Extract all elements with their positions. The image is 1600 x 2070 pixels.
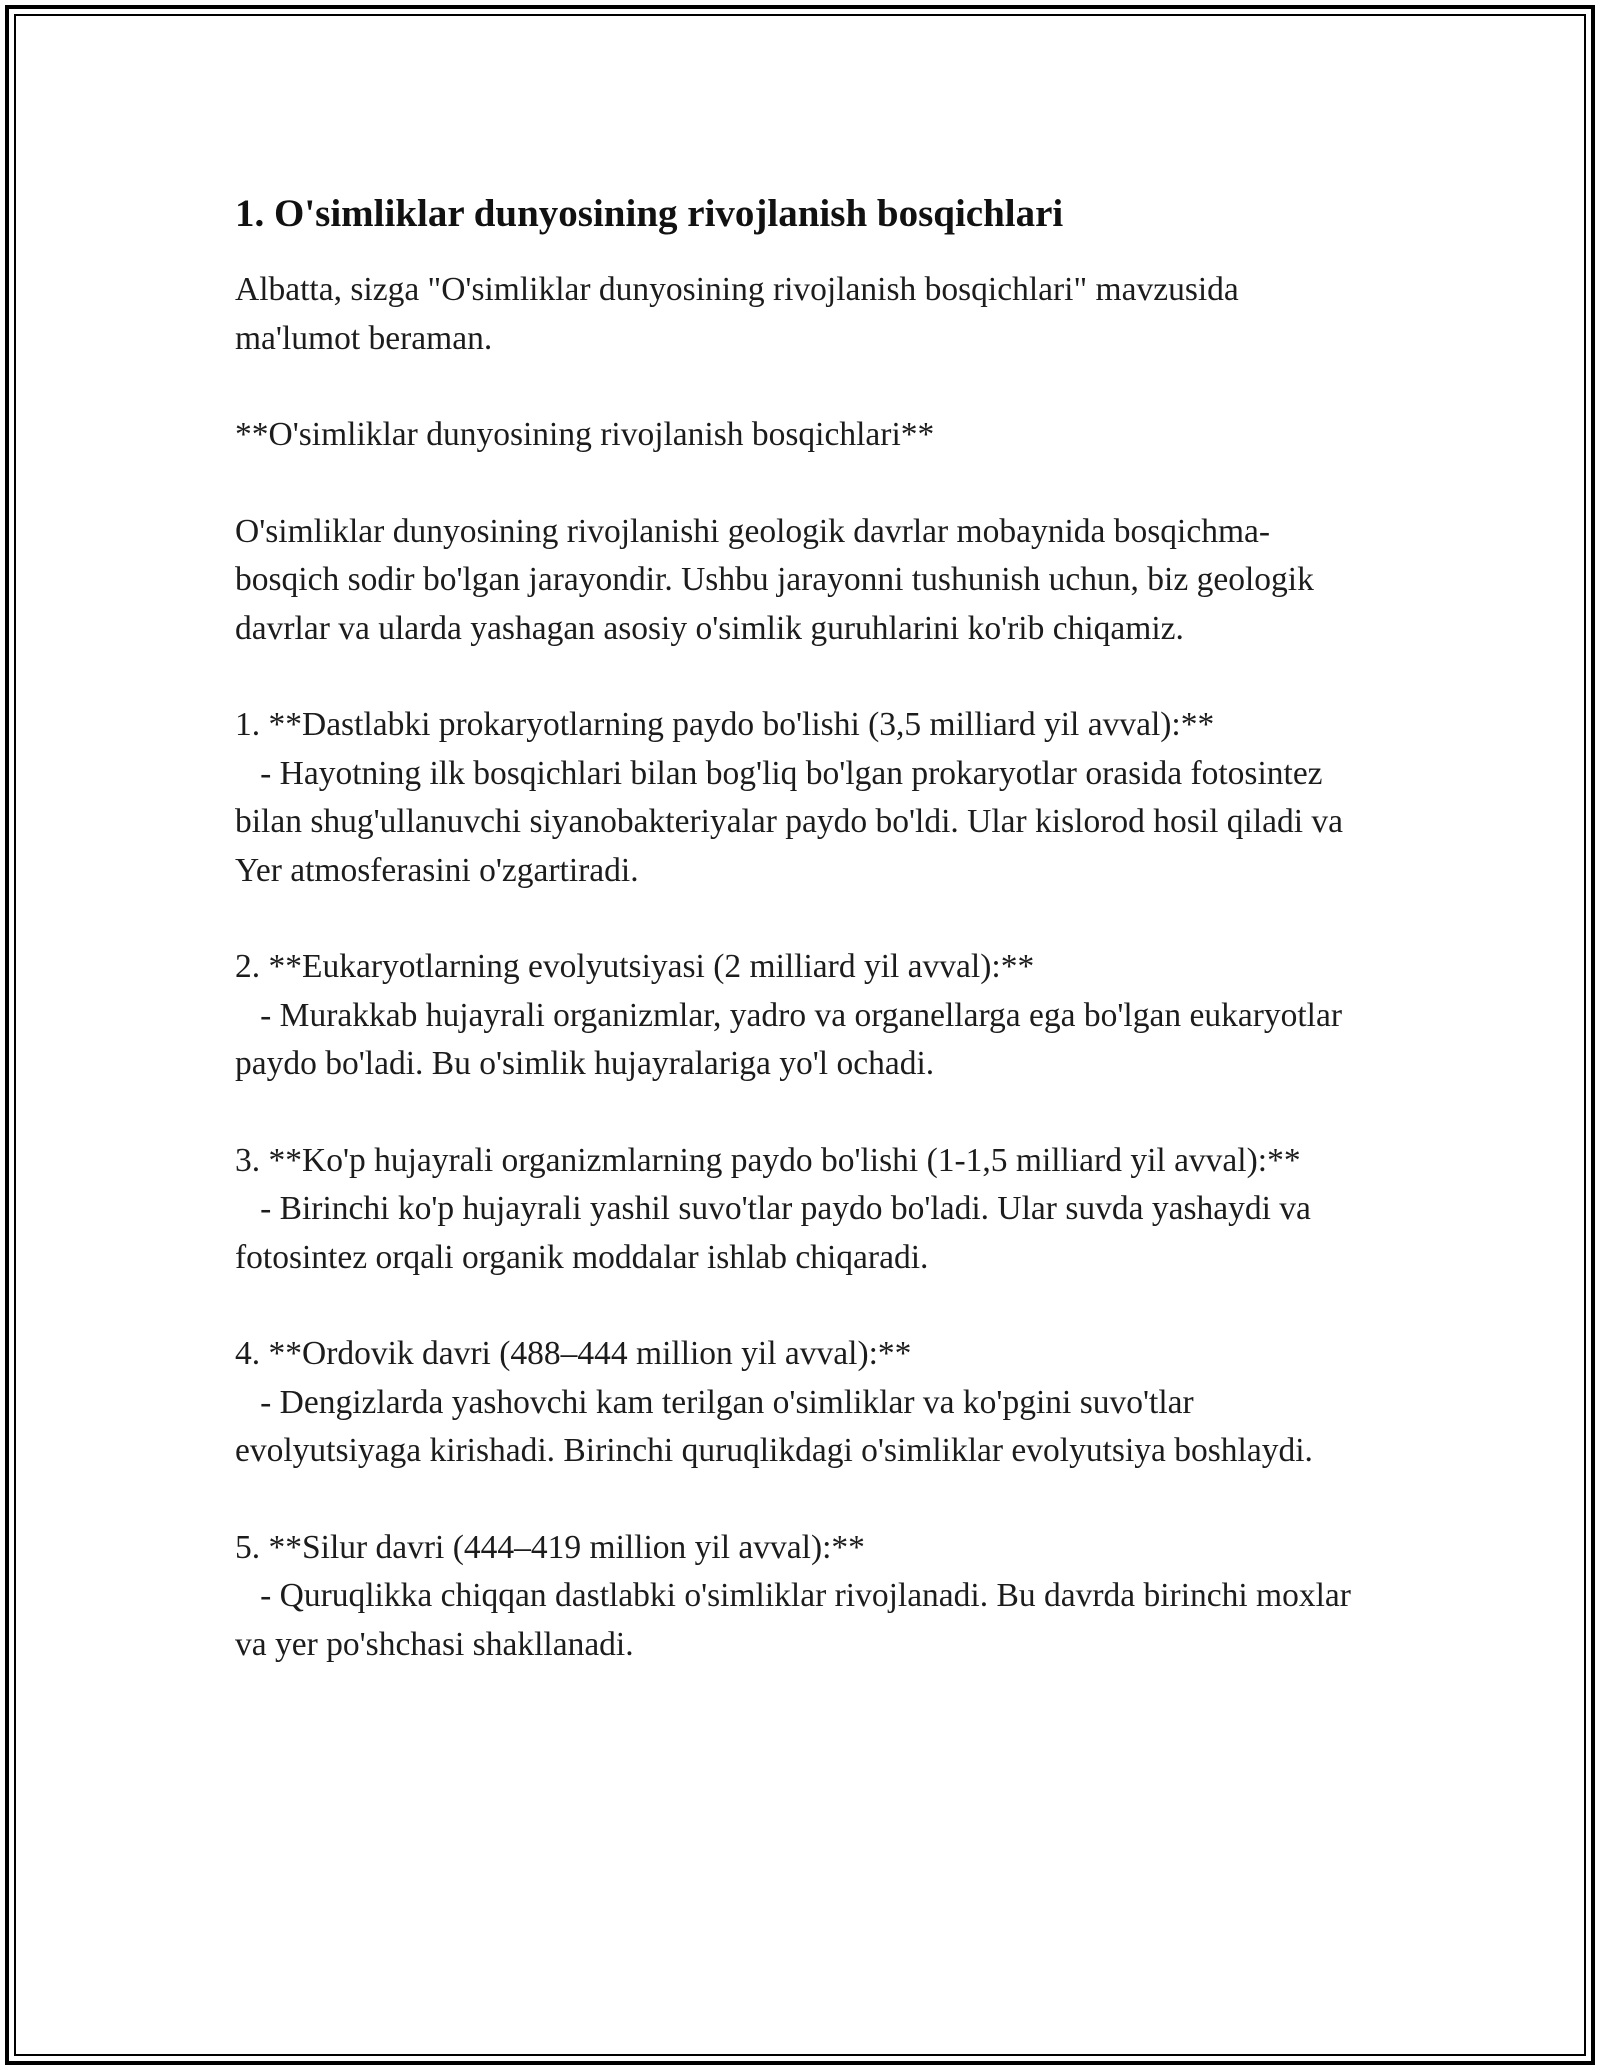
stage-3-paragraph: 3. **Ko'p hujayrali organizmlarning paydo bo'lishi (1-1,5 milliard yil avval):** - Birinchi ko'p hujayrali yashil suvo'tlar paydo bo'ladi. Ular suvda yashaydi va fotosintez orqali organik moddalar ishlab chiqaradi. (235, 1141, 1311, 1276)
overview-paragraph: O'simliklar dunyosining rivojlanishi geologik davrlar mobaynida bosqichma-bosqich sodir bo'lgan jarayondir. Ushbu jarayonni tushunish uchun, biz geologik davrlar va ularda yashagan asosiy o'simlik guruhlarini ko'rib chiqamiz. (235, 512, 1323, 647)
document-body (235, 188, 1365, 1717)
section-title-paragraph: **O'simliklar dunyosining rivojlanish bosqichlari** (235, 416, 935, 453)
stage-2-paragraph: 2. **Eukaryotlarning evolyutsiyasi (2 milliard yil avval):** - Murakkab hujayrali organizmlar, yadro va organellarga ega bo'lgan eukaryotlar paydo bo'ladi. Bu o'simlik hujayralariga yo'l ochadi. (235, 948, 1342, 1082)
document-heading: 1. O'simliklar dunyosining rivojlanish bosqichlari (235, 192, 1064, 235)
intro-paragraph: Albatta, sizga "O'simliklar dunyosining rivojlanish bosqichlari" mavzusida ma'lumot beraman. (235, 271, 1248, 357)
stage-4-paragraph: 4. **Ordovik davri (488–444 million yil avval):** - Dengizlarda yashovchi kam terilgan o'simliklar va ko'pgini suvo'tlar evolyutsiyaga kirishadi. Birinchi quruqlikdagi o'simliklar evolyutsiya boshlaydi. (235, 1335, 1313, 1469)
stage-1-paragraph: 1. **Dastlabki prokaryotlarning paydo bo'lishi (3,5 milliard yil avval):** - Hayotning ilk bosqichlari bilan bog'liq bo'lgan prokaryotlar orasida fotosintez bilan shug'ullanuvchi siyanobakteriyalar paydo bo'ldi. Ular kislorod hosil qiladi va Yer atmosferasini o'zgartiradi. (235, 706, 1344, 889)
stage-5-paragraph: 5. **Silur davri (444–419 million yil avval):** - Quruqlikka chiqqan dastlabki o'simliklar rivojlanadi. Bu davrda birinchi moxlar va yer po'shchasi shakllanadi. (235, 1528, 1351, 1663)
